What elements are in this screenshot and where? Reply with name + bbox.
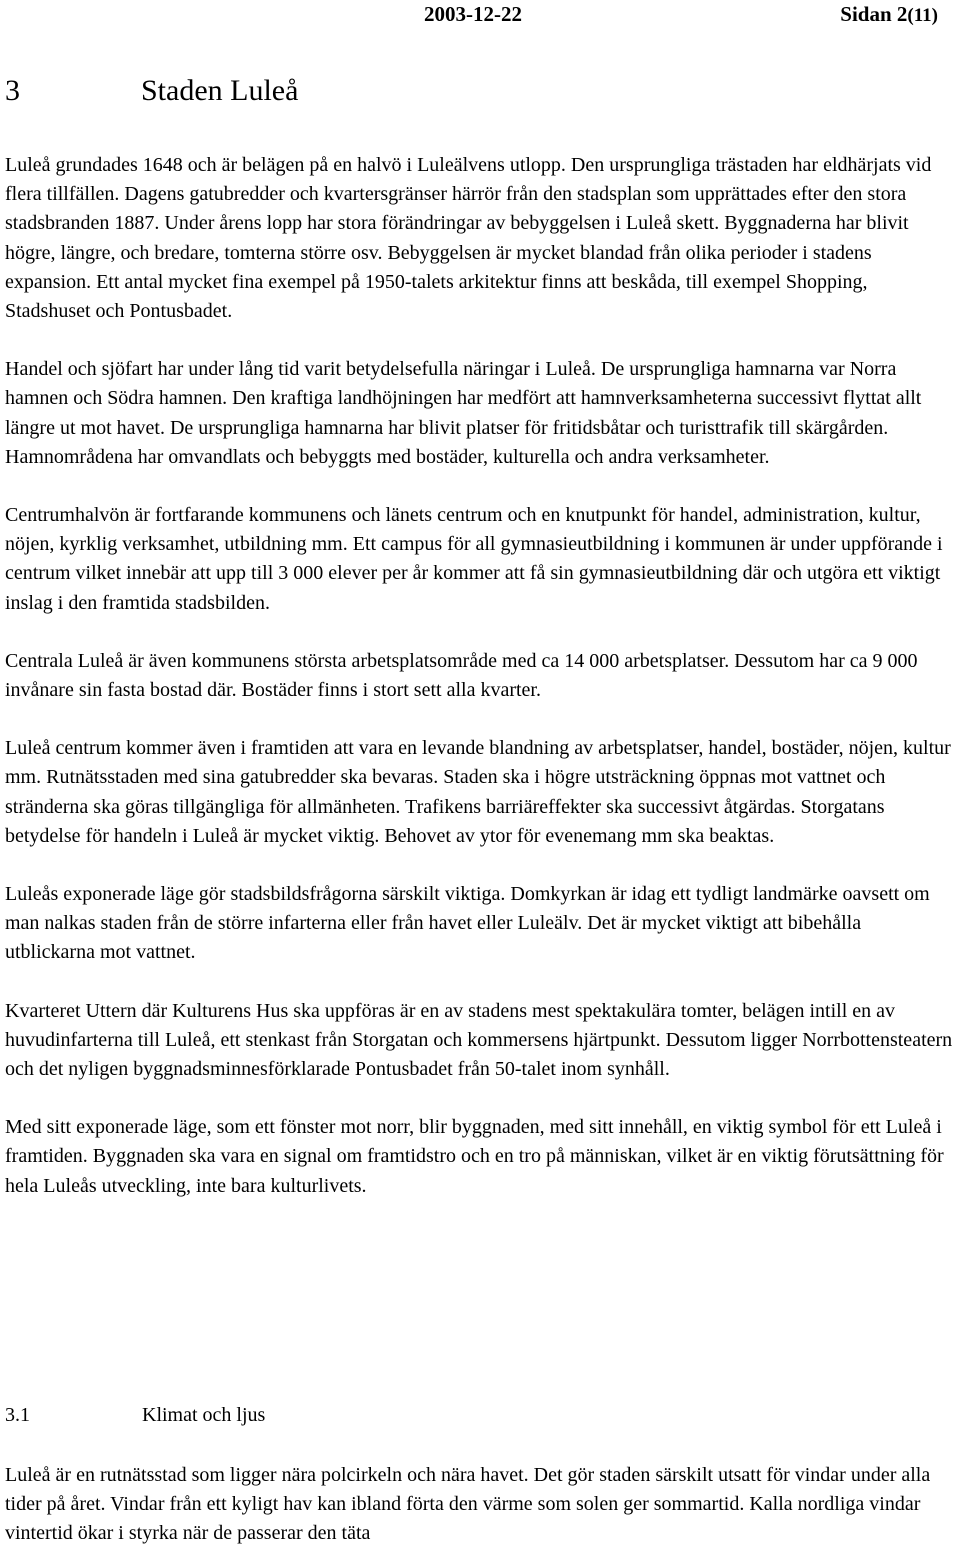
subsection-heading: [5, 1404, 265, 1427]
paragraph: Kvarteret Uttern där Kulturens Hus ska uppföras är en av stadens mest spektakulära tomter, belägen intill en av huvudinfarterna till Luleå, ett stenkast från Storgatan och kommersens hjärtpunkt. Dessutom ligger Norrbottensteatern och det nyligen byggnadsminnesförklarade Pontusbadet från 50-talet inom synhåll.: [5, 999, 953, 1081]
paragraph: Handel och sjöfart har under lång tid varit betydelsefulla näringar i Luleå. De ursprungliga hamnarna var Norra hamnen och Södra hamnen. Den kraftiga landhöjningen har medfört att hamnverksamheterna successivt flyttat allt längre ut mot havet. De ursprungliga hamnarna har blivit platser för fritidsbåtar och turisttrafik till skärgården. Hamnområdena har omvandlats och bebyggts med bostäder, kulturella och andra verksamheter.: [5, 358, 922, 468]
header-date: 2003-12-22: [424, 2, 522, 26]
paragraph: Luleås exponerade läge gör stadsbildsfrågorna särskilt viktiga. Domkyrkan är idag ett tydligt landmärke oavsett om man nalkas staden från de större infarterna eller från havet eller Luleälv. Det är mycket viktigt att bibehålla utblickarna mot vattnet.: [5, 883, 930, 964]
paragraph: Med sitt exponerade läge, som ett fönster mot norr, blir byggnaden, med sitt innehåll, en viktig symbol för ett Luleå i framtiden. Byggnaden ska vara en signal om framtidstro och en tro på människan, vilket är en viktig förutsättning för hela Luleås utveckling, inte bara kulturlivets.: [5, 1116, 944, 1197]
paragraph: Centrala Luleå är även kommunens största arbetsplatsområde med ca 14 000 arbetsplatser. Dessutom har ca 9 000 invånare sin fasta bostad där. Bostäder finns i stort sett alla kvarter.: [5, 649, 918, 702]
section-title: Staden Luleå: [141, 74, 299, 107]
paragraph: Luleå grundades 1648 och är belägen på en halvö i Luleälvens utlopp. Den ursprungliga trästaden har eldhärjats vid flera tillfällen. Dagens gatubredder och kvartersgränser härrör från den stadsplan som upprättades efter den stora stadsbranden 1887. Under årens lopp har stora förändringar av bebyggelsen i Luleå skett. Byggnaderna har blivit högre, längre, och bredare, tomterna större osv. Bebyggelsen är mycket blandad från olika perioder i stadens expansion. Ett antal mycket fina exempel på 1950-talets arkitektur finns att beskåda, till exempel Shopping, Stadshuset och Pontusbadet.: [5, 154, 932, 323]
subsection-body: [5, 1461, 953, 1549]
section-heading: [5, 74, 298, 108]
page-header: [0, 2, 960, 32]
section-body: [5, 151, 953, 1230]
page-label: Sidan 2: [840, 2, 908, 26]
page-total: (11): [907, 5, 938, 26]
header-page-number: [840, 2, 938, 27]
subsection-title: Klimat och ljus: [142, 1404, 266, 1426]
subsection-number: 3.1: [5, 1404, 30, 1426]
paragraph: Luleå är en rutnätsstad som ligger nära polcirkeln och nära havet. Det gör staden särskilt utsatt för vindar under alla tider på året. Vindar från ett kyligt hav kan ibland förta den värme som solen ger sommartid. Kalla nordliga vindar vintertid ökar i styrka när de passerar den täta: [5, 1464, 931, 1545]
section-number: 3: [5, 74, 20, 107]
paragraph: Luleå centrum kommer även i framtiden att vara en levande blandning av arbetsplatser, handel, bostäder, nöjen, kultur mm. Rutnätsstaden med sina gatubredder ska bevaras. Staden ska i högre utsträckning öppnas mot vattnet och stränderna ska göras tillgängliga för allmänheten. Trafikens barriäreffekter ska successivt åtgärdas. Storgatans betydelse för handeln i Luleå är mycket viktig. Behovet av ytor för evenemang mm ska beaktas.: [5, 737, 951, 847]
paragraph: Centrumhalvön är fortfarande kommunens och länets centrum och en knutpunkt för handel, administration, kultur, nöjen, kyrklig verksamhet, utbildning mm. Ett campus för all gymnasieutbildning i kommunen är under uppförande i centrum vilket innebär att upp till 3 000 elever per år kommer att få sin gymnasieutbildning där och utgöra ett viktigt inslag i den framtida stadsbilden.: [5, 504, 943, 614]
